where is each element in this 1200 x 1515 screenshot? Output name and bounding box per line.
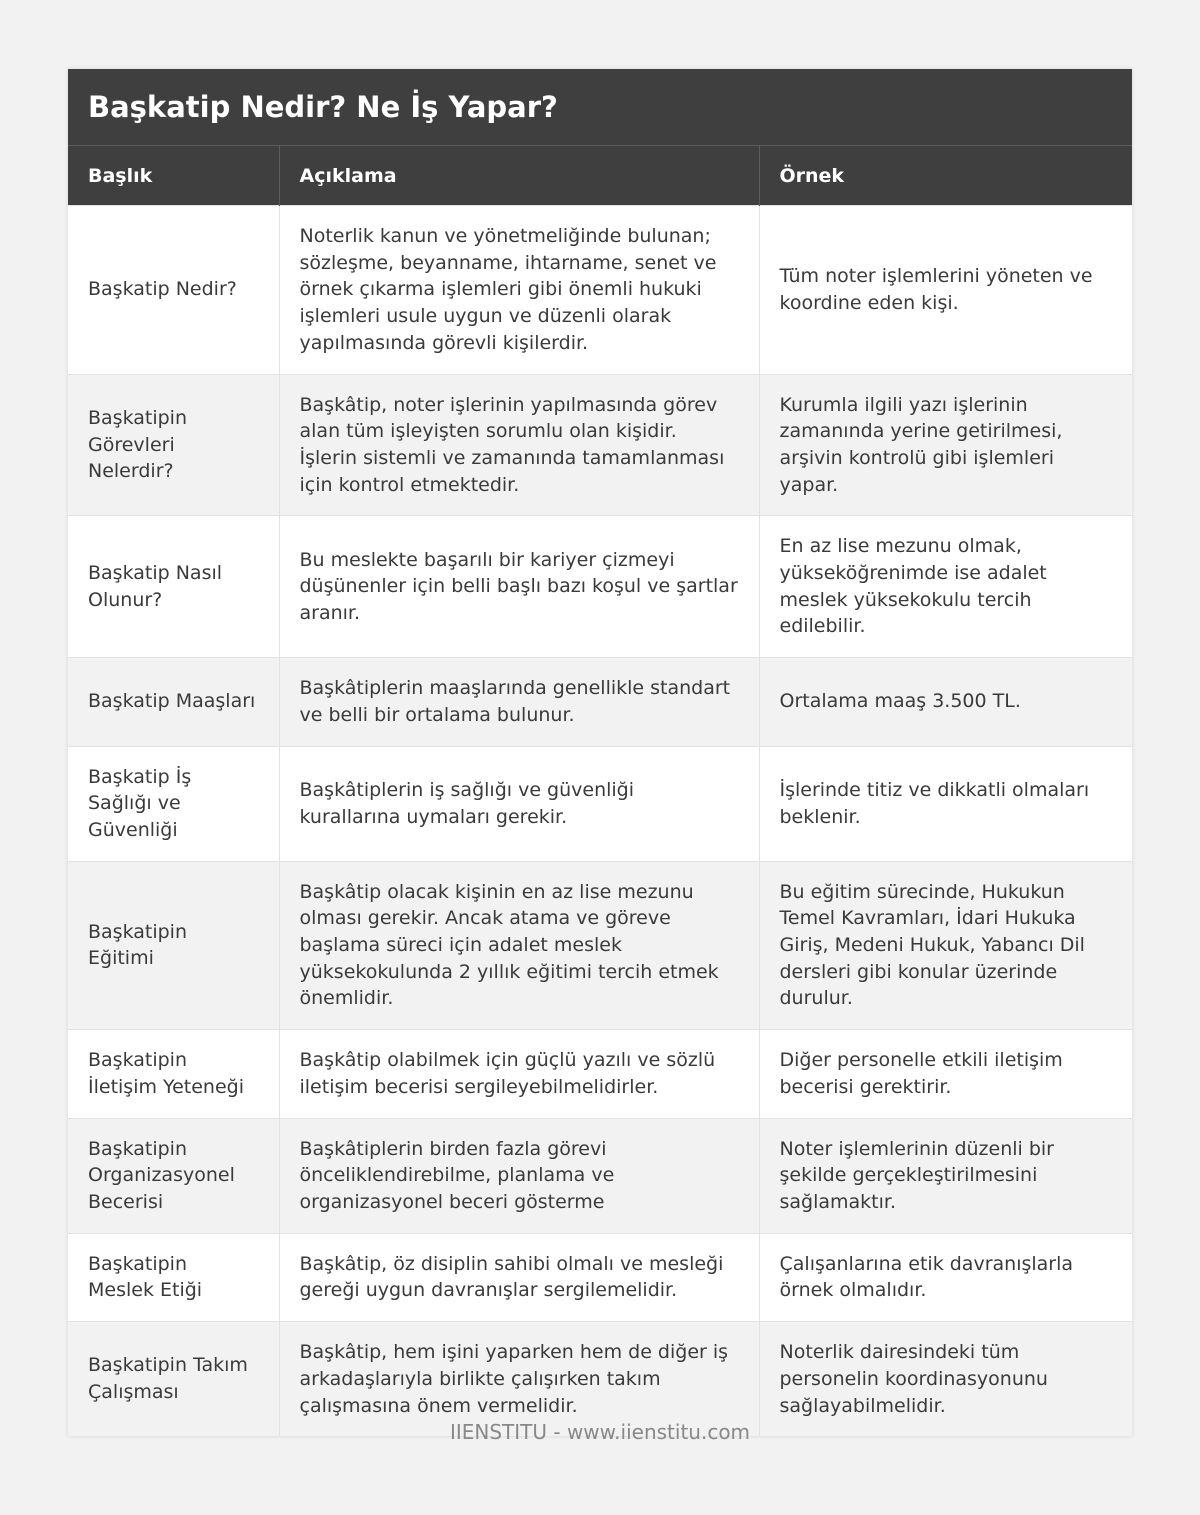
cell-ornek: Noterlik dairesindeki tüm personelin koordinasyonunu sağlayabilmelidir. (759, 1322, 1132, 1437)
cell-ornek: En az lise mezunu olmak, yükseköğrenimde ise adalet meslek yüksekokulu tercih edilebilir. (759, 516, 1132, 658)
cell-baslik: Başkatipin Takım Çalışması (68, 1322, 279, 1437)
cell-baslik: Başkatipin Eğitimi (68, 861, 279, 1030)
footer-credit: IIENSTITU - www.iienstitu.com (449, 1420, 751, 1444)
info-table (68, 146, 1132, 1436)
cell-aciklama: Başkâtip olacak kişinin en az lise mezunu olması gerekir. Ancak atama ve göreve başlama süreci için adalet meslek yüksekokulunda 2 yıllık eğitimi tercih etmek önemlidir. (279, 861, 759, 1030)
cell-aciklama: Başkâtip, öz disiplin sahibi olmalı ve mesleği gereği uygun davranışlar sergilemelidir. (279, 1233, 759, 1321)
cell-aciklama: Başkâtip, noter işlerinin yapılmasında görev alan tüm işleyişten sorumlu olan kişidir. İşlerin sistemli ve zamanında tamamlanması için kontrol etmektedir. (279, 374, 759, 516)
header-baslik: Başlık (68, 146, 279, 206)
content-card (68, 69, 1132, 1436)
cell-baslik: Başkatipin Görevleri Nelerdir? (68, 374, 279, 516)
cell-ornek: Noter işlemlerinin düzenli bir şekilde gerçekleştirilmesini sağlamaktır. (759, 1118, 1132, 1233)
table-row (68, 1322, 1132, 1437)
table-row (68, 516, 1132, 658)
cell-ornek: Diğer personelle etkili iletişim becerisi gerektirir. (759, 1030, 1132, 1118)
cell-baslik: Başkatip İş Sağlığı ve Güvenliği (68, 746, 279, 861)
cell-ornek: Ortalama maaş 3.500 TL. (759, 658, 1132, 746)
cell-baslik: Başkatipin Organizasyonel Becerisi (68, 1118, 279, 1233)
page-title: Başkatip Nedir? Ne İş Yapar? (88, 90, 558, 124)
table-row (68, 746, 1132, 861)
cell-aciklama: Başkâtip olabilmek için güçlü yazılı ve sözlü iletişim becerisi sergileyebilmelidirler. (279, 1030, 759, 1118)
table-row (68, 658, 1132, 746)
header-ornek: Örnek (759, 146, 1132, 206)
table-header-row (68, 146, 1132, 206)
table-row (68, 1118, 1132, 1233)
cell-aciklama: Başkâtiplerin iş sağlığı ve güvenliği kurallarına uymaları gerekir. (279, 746, 759, 861)
cell-ornek: Çalışanlarına etik davranışlarla örnek olmalıdır. (759, 1233, 1132, 1321)
title-bar (68, 69, 1132, 146)
cell-ornek: Bu eğitim sürecinde, Hukukun Temel Kavramları, İdari Hukuka Giriş, Medeni Hukuk, Yabancı Dil dersleri gibi konular üzerinde durulur. (759, 861, 1132, 1030)
cell-ornek: İşlerinde titiz ve dikkatli olmaları beklenir. (759, 746, 1132, 861)
header-aciklama: Açıklama (279, 146, 759, 206)
cell-baslik: Başkatip Nedir? (68, 206, 279, 375)
cell-aciklama: Başkâtiplerin birden fazla görevi önceliklendirebilme, planlama ve organizasyonel beceri gösterme (279, 1118, 759, 1233)
cell-ornek: Kurumla ilgili yazı işlerinin zamanında yerine getirilmesi, arşivin kontrolü gibi işlemleri yapar. (759, 374, 1132, 516)
table-row (68, 861, 1132, 1030)
cell-ornek: Tüm noter işlemlerini yöneten ve koordine eden kişi. (759, 206, 1132, 375)
cell-aciklama: Bu meslekte başarılı bir kariyer çizmeyi düşünenler için belli başlı bazı koşul ve şartlar aranır. (279, 516, 759, 658)
cell-baslik: Başkatip Maaşları (68, 658, 279, 746)
cell-baslik: Başkatipin Meslek Etiği (68, 1233, 279, 1321)
cell-aciklama: Başkâtip, hem işini yaparken hem de diğer iş arkadaşlarıyla birlikte çalışırken takım çalışmasına önem vermelidir. (279, 1322, 759, 1437)
cell-baslik: Başkatip Nasıl Olunur? (68, 516, 279, 658)
table-row (68, 1030, 1132, 1118)
cell-baslik: Başkatipin İletişim Yeteneği (68, 1030, 279, 1118)
cell-aciklama: Noterlik kanun ve yönetmeliğinde bulunan; sözleşme, beyanname, ihtarname, senet ve örnek çıkarma işlemleri gibi önemli hukuki işlemleri usule uygun ve düzenli olarak yapılmasında görevli kişilerdir. (279, 206, 759, 375)
cell-aciklama: Başkâtiplerin maaşlarında genellikle standart ve belli bir ortalama bulunur. (279, 658, 759, 746)
table-row (68, 374, 1132, 516)
table-row (68, 206, 1132, 375)
table-row (68, 1233, 1132, 1321)
